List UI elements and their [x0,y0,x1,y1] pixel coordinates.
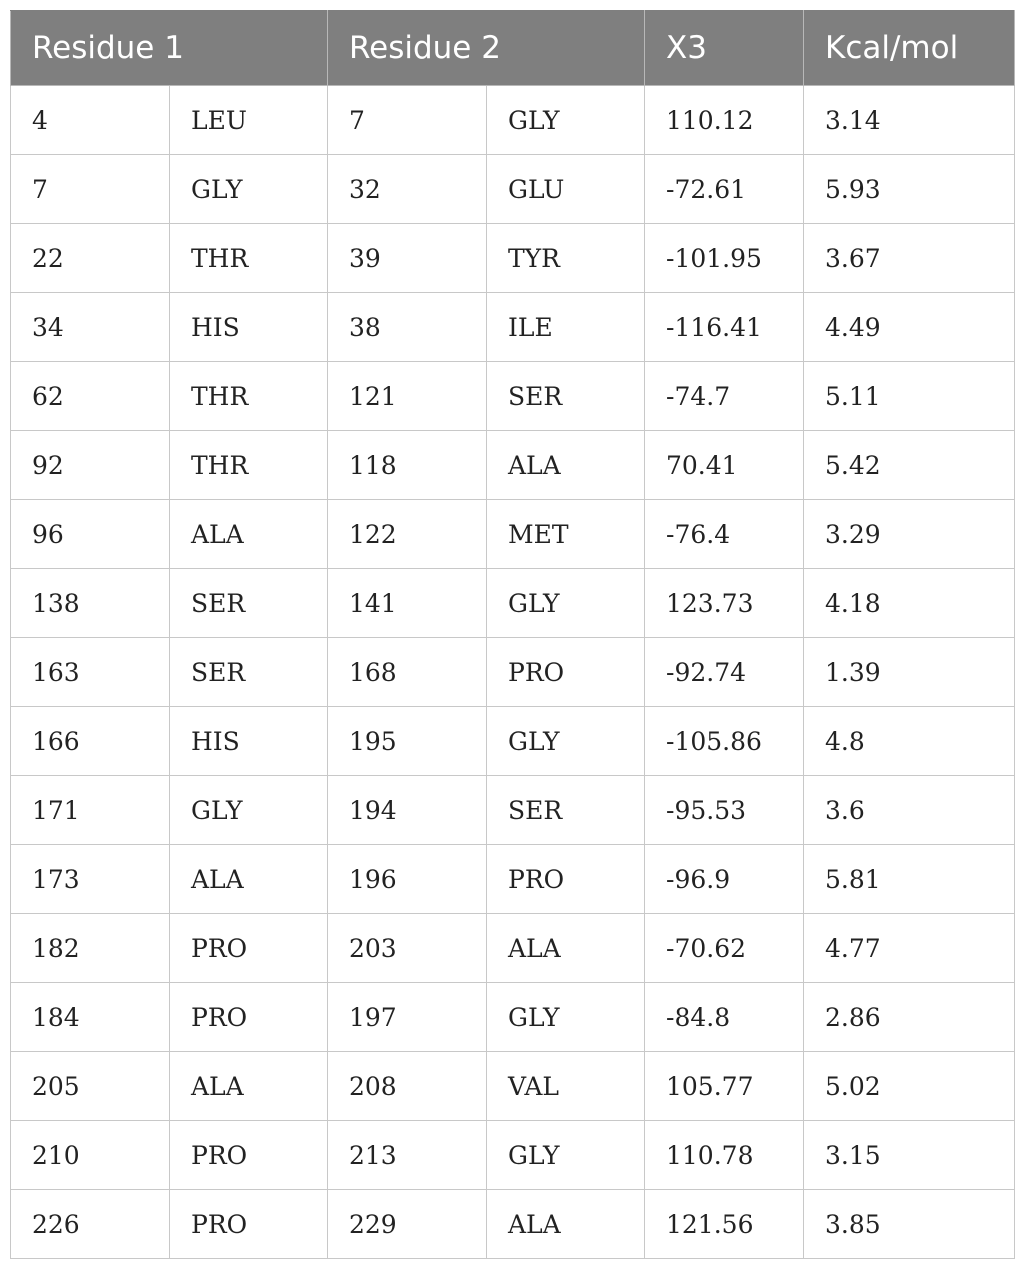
residue-interaction-table [10,10,1015,1259]
table-row [11,569,1015,638]
x3-value-cell: -92.74 [645,638,804,707]
energy-value-cell: 3.15 [804,1121,1015,1190]
energy-value-cell: 1.39 [804,638,1015,707]
table-row [11,707,1015,776]
residue-1-number-cell: 7 [11,155,170,224]
residue-1-number-cell: 171 [11,776,170,845]
residue-1-name-cell: THR [170,431,328,500]
residue-1-name-cell: ALA [170,845,328,914]
table-row [11,293,1015,362]
residue-1-number-cell: 138 [11,569,170,638]
residue-2-name-cell: GLY [487,569,645,638]
residue-1-name-cell: ALA [170,1052,328,1121]
energy-value-cell: 4.77 [804,914,1015,983]
residue-2-number-cell: 7 [328,86,487,155]
residue-2-name-cell: ILE [487,293,645,362]
residue-2-number-cell: 32 [328,155,487,224]
energy-value-cell: 3.85 [804,1190,1015,1259]
energy-value-cell: 4.8 [804,707,1015,776]
residue-1-number-cell: 62 [11,362,170,431]
table-row [11,845,1015,914]
residue-1-number-cell: 184 [11,983,170,1052]
x3-value-cell: 110.78 [645,1121,804,1190]
residue-2-number-cell: 195 [328,707,487,776]
x3-value-cell: -105.86 [645,707,804,776]
x3-value-cell: -116.41 [645,293,804,362]
residue-2-number-cell: 39 [328,224,487,293]
table-row [11,914,1015,983]
header-residue-2: Residue 2 [328,11,645,86]
residue-1-number-cell: 22 [11,224,170,293]
residue-1-number-cell: 182 [11,914,170,983]
residue-2-name-cell: GLY [487,707,645,776]
residue-1-name-cell: PRO [170,983,328,1052]
table-header [11,11,1015,86]
energy-value-cell: 3.29 [804,500,1015,569]
x3-value-cell: -95.53 [645,776,804,845]
residue-1-name-cell: ALA [170,500,328,569]
residue-2-name-cell: PRO [487,845,645,914]
energy-value-cell: 4.49 [804,293,1015,362]
energy-value-cell: 2.86 [804,983,1015,1052]
table-row [11,1052,1015,1121]
residue-2-name-cell: ALA [487,1190,645,1259]
energy-value-cell: 3.6 [804,776,1015,845]
residue-1-number-cell: 163 [11,638,170,707]
table-row [11,1190,1015,1259]
energy-value-cell: 5.42 [804,431,1015,500]
energy-value-cell: 4.18 [804,569,1015,638]
residue-1-number-cell: 226 [11,1190,170,1259]
header-x3: X3 [645,11,804,86]
residue-interaction-table-container [10,10,1014,1259]
residue-2-number-cell: 197 [328,983,487,1052]
energy-value-cell: 3.14 [804,86,1015,155]
residue-2-number-cell: 168 [328,638,487,707]
table-row [11,500,1015,569]
residue-2-number-cell: 122 [328,500,487,569]
x3-value-cell: -72.61 [645,155,804,224]
table-row [11,431,1015,500]
residue-1-name-cell: GLY [170,776,328,845]
residue-2-name-cell: ALA [487,914,645,983]
residue-2-number-cell: 121 [328,362,487,431]
residue-2-number-cell: 208 [328,1052,487,1121]
residue-2-number-cell: 118 [328,431,487,500]
x3-value-cell: -74.7 [645,362,804,431]
table-row [11,1121,1015,1190]
energy-value-cell: 5.81 [804,845,1015,914]
residue-1-number-cell: 4 [11,86,170,155]
energy-value-cell: 5.93 [804,155,1015,224]
x3-value-cell: 123.73 [645,569,804,638]
residue-1-name-cell: SER [170,569,328,638]
residue-1-name-cell: PRO [170,1121,328,1190]
residue-1-name-cell: LEU [170,86,328,155]
residue-2-name-cell: SER [487,776,645,845]
residue-1-name-cell: THR [170,224,328,293]
residue-1-number-cell: 210 [11,1121,170,1190]
residue-1-name-cell: PRO [170,914,328,983]
residue-2-name-cell: GLY [487,1121,645,1190]
table-row [11,776,1015,845]
residue-2-number-cell: 229 [328,1190,487,1259]
x3-value-cell: 105.77 [645,1052,804,1121]
header-kcal-mol: Kcal/mol [804,11,1015,86]
x3-value-cell: 121.56 [645,1190,804,1259]
residue-1-number-cell: 166 [11,707,170,776]
residue-1-number-cell: 92 [11,431,170,500]
residue-2-number-cell: 38 [328,293,487,362]
residue-2-name-cell: TYR [487,224,645,293]
residue-1-name-cell: HIS [170,293,328,362]
residue-2-name-cell: ALA [487,431,645,500]
residue-2-number-cell: 203 [328,914,487,983]
table-row [11,983,1015,1052]
table-row [11,362,1015,431]
residue-2-name-cell: MET [487,500,645,569]
residue-2-name-cell: PRO [487,638,645,707]
energy-value-cell: 5.02 [804,1052,1015,1121]
x3-value-cell: 70.41 [645,431,804,500]
residue-2-name-cell: GLY [487,86,645,155]
residue-1-number-cell: 173 [11,845,170,914]
header-row [11,11,1015,86]
residue-1-number-cell: 96 [11,500,170,569]
energy-value-cell: 5.11 [804,362,1015,431]
residue-1-name-cell: PRO [170,1190,328,1259]
table-row [11,224,1015,293]
residue-2-name-cell: SER [487,362,645,431]
residue-1-number-cell: 34 [11,293,170,362]
x3-value-cell: -76.4 [645,500,804,569]
table-row [11,638,1015,707]
table-body [11,86,1015,1259]
residue-1-name-cell: GLY [170,155,328,224]
residue-2-number-cell: 141 [328,569,487,638]
residue-1-name-cell: SER [170,638,328,707]
x3-value-cell: -84.8 [645,983,804,1052]
x3-value-cell: -101.95 [645,224,804,293]
x3-value-cell: -70.62 [645,914,804,983]
residue-2-name-cell: GLY [487,983,645,1052]
header-residue-1: Residue 1 [11,11,328,86]
x3-value-cell: -96.9 [645,845,804,914]
residue-1-name-cell: HIS [170,707,328,776]
x3-value-cell: 110.12 [645,86,804,155]
residue-2-name-cell: GLU [487,155,645,224]
residue-2-name-cell: VAL [487,1052,645,1121]
energy-value-cell: 3.67 [804,224,1015,293]
residue-2-number-cell: 196 [328,845,487,914]
residue-2-number-cell: 213 [328,1121,487,1190]
residue-2-number-cell: 194 [328,776,487,845]
table-row [11,86,1015,155]
residue-1-name-cell: THR [170,362,328,431]
table-row [11,155,1015,224]
residue-1-number-cell: 205 [11,1052,170,1121]
